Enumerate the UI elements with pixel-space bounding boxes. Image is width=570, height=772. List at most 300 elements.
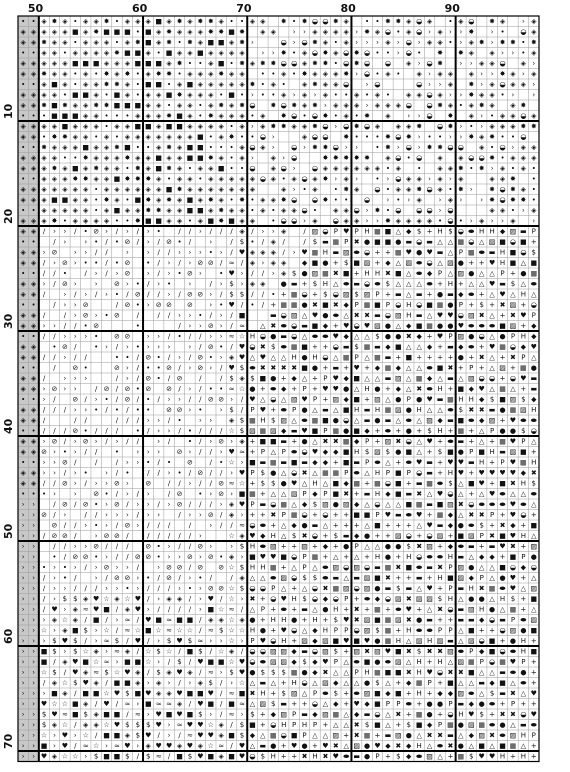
stitch-plus: + xyxy=(259,615,266,624)
stitch-circle: ● xyxy=(530,363,537,372)
stitch-diamond-in-square: ◈ xyxy=(468,48,474,57)
stitch-oval: ⬬ xyxy=(416,563,423,572)
stitch-dot: • xyxy=(260,90,265,99)
stitch-triangle: △ xyxy=(270,489,276,498)
stitch-x-cross: ✖ xyxy=(259,363,266,372)
stitch-chevron-right: › xyxy=(105,510,108,519)
stitch-chevron-right: › xyxy=(240,552,244,561)
stitch-chevron-right: › xyxy=(146,489,150,498)
stitch-x-cross: ✖ xyxy=(499,710,506,719)
stitch-diagonal-stroke: / xyxy=(178,321,181,330)
stitch-chevron-right: › xyxy=(94,311,98,320)
stitch-diamond-in-square: ◈ xyxy=(155,111,162,120)
stitch-half-circle: ◒ xyxy=(311,584,319,593)
stitch-dot: • xyxy=(31,395,36,404)
stitch-chevron-right: › xyxy=(355,143,359,152)
stitch-chevron-right: › xyxy=(157,447,161,456)
stitch-sun-burst: ✸ xyxy=(124,153,131,162)
stitch-dot: • xyxy=(135,90,140,99)
stitch-heart: ♥ xyxy=(509,437,517,446)
stitch-star-outline: ☆ xyxy=(113,668,121,677)
stitch-oval: ⬬ xyxy=(416,269,423,278)
stitch-diamond-in-square: ◈ xyxy=(124,80,131,89)
stitch-diamond-in-square: ◈ xyxy=(218,122,224,131)
stitch-diamond-in-square: ◈ xyxy=(41,27,47,36)
stitch-diagonal-stroke: / xyxy=(53,300,56,309)
stitch-diamond-in-square: ◈ xyxy=(343,101,349,110)
stitch-chevron-right: › xyxy=(480,195,484,204)
stitch-triangle: △ xyxy=(270,353,276,362)
column-label: 90 xyxy=(444,2,460,15)
stitch-sun-burst: ✸ xyxy=(332,153,339,162)
stitch-star-outline: ☆ xyxy=(218,605,225,614)
stitch-letter-h: H xyxy=(479,605,485,614)
stitch-dot: • xyxy=(21,80,26,89)
stitch-letter-h: H xyxy=(531,458,537,467)
stitch-striped-square: ▨ xyxy=(384,437,392,446)
stitch-bar: ▬ xyxy=(384,584,392,593)
stitch-sun-burst: ✸ xyxy=(520,195,527,204)
stitch-dot: • xyxy=(125,584,130,593)
stitch-diamond-in-square: ◈ xyxy=(20,374,26,383)
stitch-hash-pattern: ▦ xyxy=(426,321,433,330)
stitch-heart: ♥ xyxy=(290,741,298,750)
stitch-dot: • xyxy=(531,195,536,204)
stitch-circle-slash: ⊘ xyxy=(218,395,225,404)
stitch-dot: • xyxy=(510,164,516,173)
stitch-letter-h: H xyxy=(520,531,527,540)
stitch-striped-square: ▨ xyxy=(332,563,340,572)
stitch-letter-p: P xyxy=(469,447,474,456)
stitch-filled-square: ■ xyxy=(186,195,194,204)
stitch-diamond-in-square: ◈ xyxy=(228,185,235,194)
stitch-hash-pattern: ▦ xyxy=(322,468,329,477)
stitch-half-circle: ◒ xyxy=(426,185,433,194)
stitch-filled-square: ■ xyxy=(395,342,402,351)
stitch-x-cross: ✖ xyxy=(364,647,371,656)
stitch-half-circle: ◒ xyxy=(343,563,350,572)
stitch-dot: • xyxy=(21,269,26,278)
stitch-plus: + xyxy=(520,300,527,309)
stitch-diamond-in-square: ◈ xyxy=(478,59,485,68)
stitch-diagonal-stroke: / xyxy=(74,720,77,729)
stitch-plus: + xyxy=(291,752,298,761)
stitch-filled-square: ■ xyxy=(488,647,496,656)
stitch-heart: ♥ xyxy=(436,489,444,498)
stitch-diamond-in-square: ◈ xyxy=(124,17,131,26)
stitch-striped-square: ▨ xyxy=(269,542,277,551)
stitch-chevron-right: › xyxy=(167,395,171,404)
stitch-plus: + xyxy=(343,647,350,656)
stitch-sun-burst: ✸ xyxy=(322,174,329,183)
stitch-wave: ≈ xyxy=(186,731,193,740)
stitch-diamond-in-square: ◈ xyxy=(489,80,495,89)
stitch-heart: ♥ xyxy=(40,752,48,761)
stitch-oval: ⬬ xyxy=(468,321,475,330)
stitch-circle-slash: ⊘ xyxy=(61,279,68,288)
stitch-filled-square: ■ xyxy=(530,626,538,635)
stitch-chevron-right: › xyxy=(271,269,275,278)
stitch-diagonal-stroke: / xyxy=(115,542,119,551)
stitch-hash-pattern: ▦ xyxy=(332,237,340,246)
stitch-striped-square: ▨ xyxy=(290,395,298,404)
stitch-diamond-in-square: ◈ xyxy=(260,111,266,120)
stitch-heart: ♥ xyxy=(280,594,287,603)
stitch-bar: ▬ xyxy=(447,636,454,645)
stitch-dot: • xyxy=(250,111,255,120)
stitch-sun-burst: ✸ xyxy=(312,101,318,110)
stitch-chevron-right: › xyxy=(21,741,25,750)
stitch-circle-slash: ⊘ xyxy=(207,395,214,404)
stitch-triangle: △ xyxy=(249,741,256,750)
stitch-striped-square: ▨ xyxy=(509,321,517,330)
stitch-chevron-right: › xyxy=(501,216,504,225)
stitch-chevron-right: › xyxy=(417,143,421,152)
stitch-plus: + xyxy=(249,437,256,446)
stitch-diamond-in-square: ◈ xyxy=(228,206,235,215)
stitch-diamond-in-square: ◈ xyxy=(41,216,47,225)
stitch-diamond-in-square: ◈ xyxy=(478,143,485,152)
stitch-filled-square: ■ xyxy=(207,752,215,761)
stitch-filled-square: ■ xyxy=(71,710,79,719)
stitch-heart: ♥ xyxy=(499,468,506,477)
stitch-filled-square: ■ xyxy=(228,216,235,225)
stitch-heart: ♥ xyxy=(82,678,89,687)
stitch-diagonal-stroke: / xyxy=(209,447,212,456)
stitch-half-circle: ◒ xyxy=(405,48,412,57)
stitch-half-circle: ◒ xyxy=(499,59,506,68)
stitch-diamond-filled: ◆ xyxy=(385,741,391,750)
stitch-diamond-in-square: ◈ xyxy=(249,185,256,194)
stitch-half-circle: ◒ xyxy=(416,552,423,561)
stitch-sun-burst: ✸ xyxy=(51,132,58,141)
stitch-dot: • xyxy=(21,395,26,404)
stitch-chevron-right: › xyxy=(219,321,223,330)
stitch-heart: ♥ xyxy=(447,311,454,320)
stitch-chevron-right: › xyxy=(167,290,171,299)
stitch-diamond-in-square: ◈ xyxy=(208,48,214,57)
stitch-heart: ♥ xyxy=(145,731,152,740)
stitch-letter-h: H xyxy=(374,405,381,414)
stitch-letter-h: H xyxy=(395,636,401,645)
stitch-plus: + xyxy=(312,510,318,519)
stitch-diamond-in-square: ◈ xyxy=(270,80,276,89)
stitch-plus: + xyxy=(499,552,506,561)
stitch-circle-slash: ⊘ xyxy=(186,300,193,309)
stitch-circle: ● xyxy=(499,405,506,414)
stitch-diamond-in-square: ◈ xyxy=(239,206,245,215)
stitch-half-circle: ◒ xyxy=(249,647,256,656)
stitch-half-circle: ◒ xyxy=(311,111,319,120)
stitch-dot: • xyxy=(73,153,78,162)
stitch-bar: ▬ xyxy=(374,311,381,320)
stitch-diamond-in-square: ◈ xyxy=(30,311,37,320)
stitch-dot: • xyxy=(198,573,203,582)
stitch-dot: • xyxy=(135,80,140,89)
stitch-star-outline: ☆ xyxy=(238,384,246,393)
stitch-dot: • xyxy=(271,90,276,99)
stitch-diamond-in-square: ◈ xyxy=(187,174,193,183)
stitch-dot: • xyxy=(62,48,67,57)
stitch-chevron-right: › xyxy=(21,668,25,677)
stitch-striped-square: ▨ xyxy=(467,311,475,320)
stitch-half-circle: ◒ xyxy=(416,300,423,309)
stitch-half-circle: ◒ xyxy=(374,710,381,719)
stitch-dot: • xyxy=(83,227,88,236)
stitch-diamond-filled: ◆ xyxy=(478,416,485,425)
stitch-dot: • xyxy=(31,17,36,26)
stitch-plus: + xyxy=(395,521,402,530)
stitch-chevron-right: › xyxy=(21,636,25,645)
stitch-bar: ▬ xyxy=(426,615,433,624)
stitch-diamond-in-square: ◈ xyxy=(155,195,162,204)
stitch-diamond-in-square: ◈ xyxy=(406,27,412,36)
stitch-diagonal-stroke: / xyxy=(126,500,129,509)
stitch-filled-square: ■ xyxy=(499,395,506,404)
stitch-oval: ⬬ xyxy=(280,342,287,351)
stitch-diagonal-stroke: / xyxy=(94,458,98,467)
stitch-half-circle: ◒ xyxy=(291,143,298,152)
stitch-diagonal-stroke: / xyxy=(178,678,181,687)
stitch-heart: ♥ xyxy=(509,657,517,666)
stitch-diamond-in-square: ◈ xyxy=(145,90,151,99)
stitch-diamond-in-square: ◈ xyxy=(385,111,391,120)
stitch-half-circle: ◒ xyxy=(353,206,360,215)
stitch-circle-slash: ⊘ xyxy=(197,542,204,551)
stitch-diamond-in-square: ◈ xyxy=(124,59,131,68)
stitch-diamond-filled: ◆ xyxy=(312,668,318,677)
stitch-triangle: △ xyxy=(395,227,402,236)
stitch-filled-square: ■ xyxy=(103,710,110,719)
stitch-diamond-in-square: ◈ xyxy=(83,164,89,173)
stitch-diagonal-stroke: / xyxy=(105,426,108,435)
stitch-half-circle: ◒ xyxy=(509,374,517,383)
stitch-diamond-in-square: ◈ xyxy=(135,668,141,677)
stitch-diamond-in-square: ◈ xyxy=(20,59,26,68)
stitch-filled-square: ■ xyxy=(61,195,69,204)
stitch-chevron-right: › xyxy=(146,342,150,351)
stitch-heart: ♥ xyxy=(197,752,204,761)
stitch-triangle: △ xyxy=(489,563,495,572)
stitch-bar: ▬ xyxy=(499,668,506,677)
stitch-dot: • xyxy=(156,48,161,57)
stitch-diagonal-stroke: / xyxy=(115,395,119,404)
stitch-half-circle: ◒ xyxy=(332,216,339,225)
stitch-filled-square: ■ xyxy=(144,699,152,708)
stitch-letter-p: P xyxy=(521,437,526,446)
stitch-wave: ≈ xyxy=(124,615,131,624)
stitch-letter-p: P xyxy=(458,248,463,257)
stitch-diagonal-stroke: / xyxy=(105,405,108,414)
stitch-filled-square: ■ xyxy=(353,258,360,267)
stitch-diagonal-stroke: / xyxy=(136,510,140,519)
stitch-circle-slash: ⊘ xyxy=(61,531,68,540)
stitch-diamond-in-square: ◈ xyxy=(30,69,37,78)
stitch-circle-slash: ⊘ xyxy=(51,384,58,393)
stitch-diagonal-stroke: / xyxy=(220,227,223,236)
stitch-diamond-in-square: ◈ xyxy=(145,741,151,750)
stitch-diamond-in-square: ◈ xyxy=(416,195,422,204)
stitch-diamond-in-square: ◈ xyxy=(124,206,131,215)
stitch-diamond-filled: ◆ xyxy=(468,384,474,393)
stitch-diamond-in-square: ◈ xyxy=(103,59,110,68)
stitch-diamond-in-square: ◈ xyxy=(499,206,506,215)
stitch-diagonal-stroke: / xyxy=(199,479,202,488)
stitch-striped-square: ▨ xyxy=(447,647,454,656)
stitch-letter-p: P xyxy=(531,311,536,320)
stitch-plus: + xyxy=(301,699,308,708)
stitch-sun-burst: ✸ xyxy=(530,122,537,131)
stitch-half-circle: ◒ xyxy=(468,500,475,509)
stitch-diamond-in-square: ◈ xyxy=(145,132,151,141)
stitch-letter-h: H xyxy=(364,269,370,278)
stitch-chevron-right: › xyxy=(63,384,67,393)
stitch-triangle: △ xyxy=(489,384,495,393)
stitch-heart: ♥ xyxy=(488,342,496,351)
stitch-filled-square: ■ xyxy=(103,752,110,761)
stitch-striped-square: ▨ xyxy=(530,542,538,551)
stitch-triangle: △ xyxy=(301,479,308,488)
stitch-chevron-right: › xyxy=(178,395,181,404)
stitch-diamond-in-square: ◈ xyxy=(20,353,26,362)
stitch-striped-square: ▨ xyxy=(301,636,308,645)
stitch-dot: • xyxy=(114,132,120,141)
stitch-diamond-in-square: ◈ xyxy=(62,69,68,78)
column-label: 60 xyxy=(132,2,148,15)
stitch-circle: ● xyxy=(301,353,308,362)
stitch-diamond-in-square: ◈ xyxy=(385,101,391,110)
stitch-diamond-in-square: ◈ xyxy=(531,17,537,26)
stitch-circle: ● xyxy=(301,437,308,446)
stitch-diamond-in-square: ◈ xyxy=(124,185,131,194)
stitch-hash-pattern: ▦ xyxy=(290,300,298,309)
stitch-hash-pattern: ▦ xyxy=(280,500,288,509)
stitch-diamond-in-square: ◈ xyxy=(301,122,308,131)
stitch-letter-p: P xyxy=(375,752,380,761)
stitch-dot: • xyxy=(198,174,203,183)
stitch-diagonal-stroke: / xyxy=(136,752,140,761)
stitch-plus: + xyxy=(405,479,412,488)
stitch-filled-square: ■ xyxy=(395,269,402,278)
stitch-sun-burst: ✸ xyxy=(364,153,371,162)
stitch-oval: ⬬ xyxy=(489,720,496,729)
stitch-chevron-right: › xyxy=(53,731,56,740)
stitch-diamond-in-square: ◈ xyxy=(51,615,58,624)
stitch-filled-square: ■ xyxy=(155,17,162,26)
stitch-half-circle: ◒ xyxy=(280,38,287,47)
stitch-diamond-in-square: ◈ xyxy=(72,101,79,110)
stitch-diamond-filled: ◆ xyxy=(489,552,495,561)
stitch-sun-burst: ✸ xyxy=(437,48,443,57)
stitch-chevron-right: › xyxy=(188,363,192,372)
stitch-filled-square: ■ xyxy=(186,710,194,719)
stitch-filled-square: ■ xyxy=(374,720,381,729)
stitch-circle: ● xyxy=(291,615,298,624)
stitch-letter-p: P xyxy=(396,699,401,708)
stitch-plus: + xyxy=(468,300,475,309)
stitch-chevron-right: › xyxy=(480,122,484,131)
stitch-triangle: △ xyxy=(343,678,349,687)
stitch-diamond-in-square: ◈ xyxy=(208,615,214,624)
stitch-letter-h: H xyxy=(520,731,527,740)
stitch-dollar: $ xyxy=(41,710,47,719)
stitch-heart: ♥ xyxy=(113,720,121,729)
stitch-filled-square: ■ xyxy=(134,101,142,110)
stitch-chevron-right: › xyxy=(84,542,88,551)
stitch-diamond-in-square: ◈ xyxy=(62,657,68,666)
stitch-circle: ● xyxy=(478,594,485,603)
stitch-diagonal-stroke: / xyxy=(157,248,160,257)
stitch-dollar: $ xyxy=(333,647,339,656)
stitch-heart: ♥ xyxy=(51,605,58,614)
stitch-diamond-in-square: ◈ xyxy=(83,132,89,141)
stitch-chevron-right: › xyxy=(198,594,202,603)
stitch-filled-square: ■ xyxy=(395,468,402,477)
stitch-diamond-in-square: ◈ xyxy=(62,206,68,215)
stitch-oval: ⬬ xyxy=(322,563,329,572)
stitch-diamond-in-square: ◈ xyxy=(41,174,47,183)
stitch-chevron-right: › xyxy=(115,657,119,666)
stitch-dot: • xyxy=(281,174,286,183)
stitch-triangle: △ xyxy=(520,279,527,288)
stitch-striped-square: ▨ xyxy=(436,531,444,540)
stitch-dot: • xyxy=(94,237,99,246)
stitch-diamond-filled: ◆ xyxy=(364,426,370,435)
stitch-dot: • xyxy=(490,111,495,120)
stitch-diamond-in-square: ◈ xyxy=(260,206,266,215)
stitch-diamond-in-square: ◈ xyxy=(83,80,89,89)
stitch-filled-square: ■ xyxy=(478,447,486,456)
stitch-circle-slash: ⊘ xyxy=(166,563,173,572)
stitch-triangle: △ xyxy=(301,584,308,593)
stitch-diamond-in-square: ◈ xyxy=(312,174,318,183)
stitch-dot: • xyxy=(187,164,193,173)
stitch-plus: + xyxy=(332,521,339,530)
stitch-half-circle: ◒ xyxy=(343,122,350,131)
stitch-diamond-in-square: ◈ xyxy=(176,132,183,141)
stitch-diagonal-stroke: / xyxy=(136,563,140,572)
stitch-chevron-right: › xyxy=(428,174,431,183)
stitch-chevron-right: › xyxy=(42,636,46,645)
stitch-diamond-in-square: ◈ xyxy=(218,80,224,89)
stitch-letter-h: H xyxy=(249,563,256,572)
stitch-diamond-in-square: ◈ xyxy=(531,153,537,162)
stitch-triangle: △ xyxy=(458,594,464,603)
stitch-half-circle: ◒ xyxy=(447,143,454,152)
stitch-heart: ♥ xyxy=(405,605,412,614)
stitch-oval: ⬬ xyxy=(249,363,256,372)
stitch-diagonal-stroke: / xyxy=(220,290,223,299)
stitch-bar: ▬ xyxy=(447,342,454,351)
stitch-half-circle: ◒ xyxy=(301,510,308,519)
stitch-plus: + xyxy=(270,300,277,309)
stitch-half-circle: ◒ xyxy=(447,216,454,225)
stitch-x-cross: ✖ xyxy=(249,689,256,698)
stitch-sun-burst: ✸ xyxy=(103,195,110,204)
stitch-chevron-right: › xyxy=(240,269,244,278)
stitch-letter-p: P xyxy=(406,395,411,404)
stitch-chevron-right: › xyxy=(313,90,317,99)
stitch-striped-square: ▨ xyxy=(280,416,288,425)
stitch-diamond-in-square: ◈ xyxy=(239,111,245,120)
stitch-x-cross: ✖ xyxy=(426,731,433,740)
stitch-heart: ♥ xyxy=(478,384,485,393)
stitch-half-circle: ◒ xyxy=(301,38,308,47)
stitch-half-circle: ◒ xyxy=(364,279,371,288)
stitch-chevron-right: › xyxy=(32,563,36,572)
stitch-bar: ▬ xyxy=(520,720,527,729)
stitch-diamond-in-square: ◈ xyxy=(20,195,26,204)
